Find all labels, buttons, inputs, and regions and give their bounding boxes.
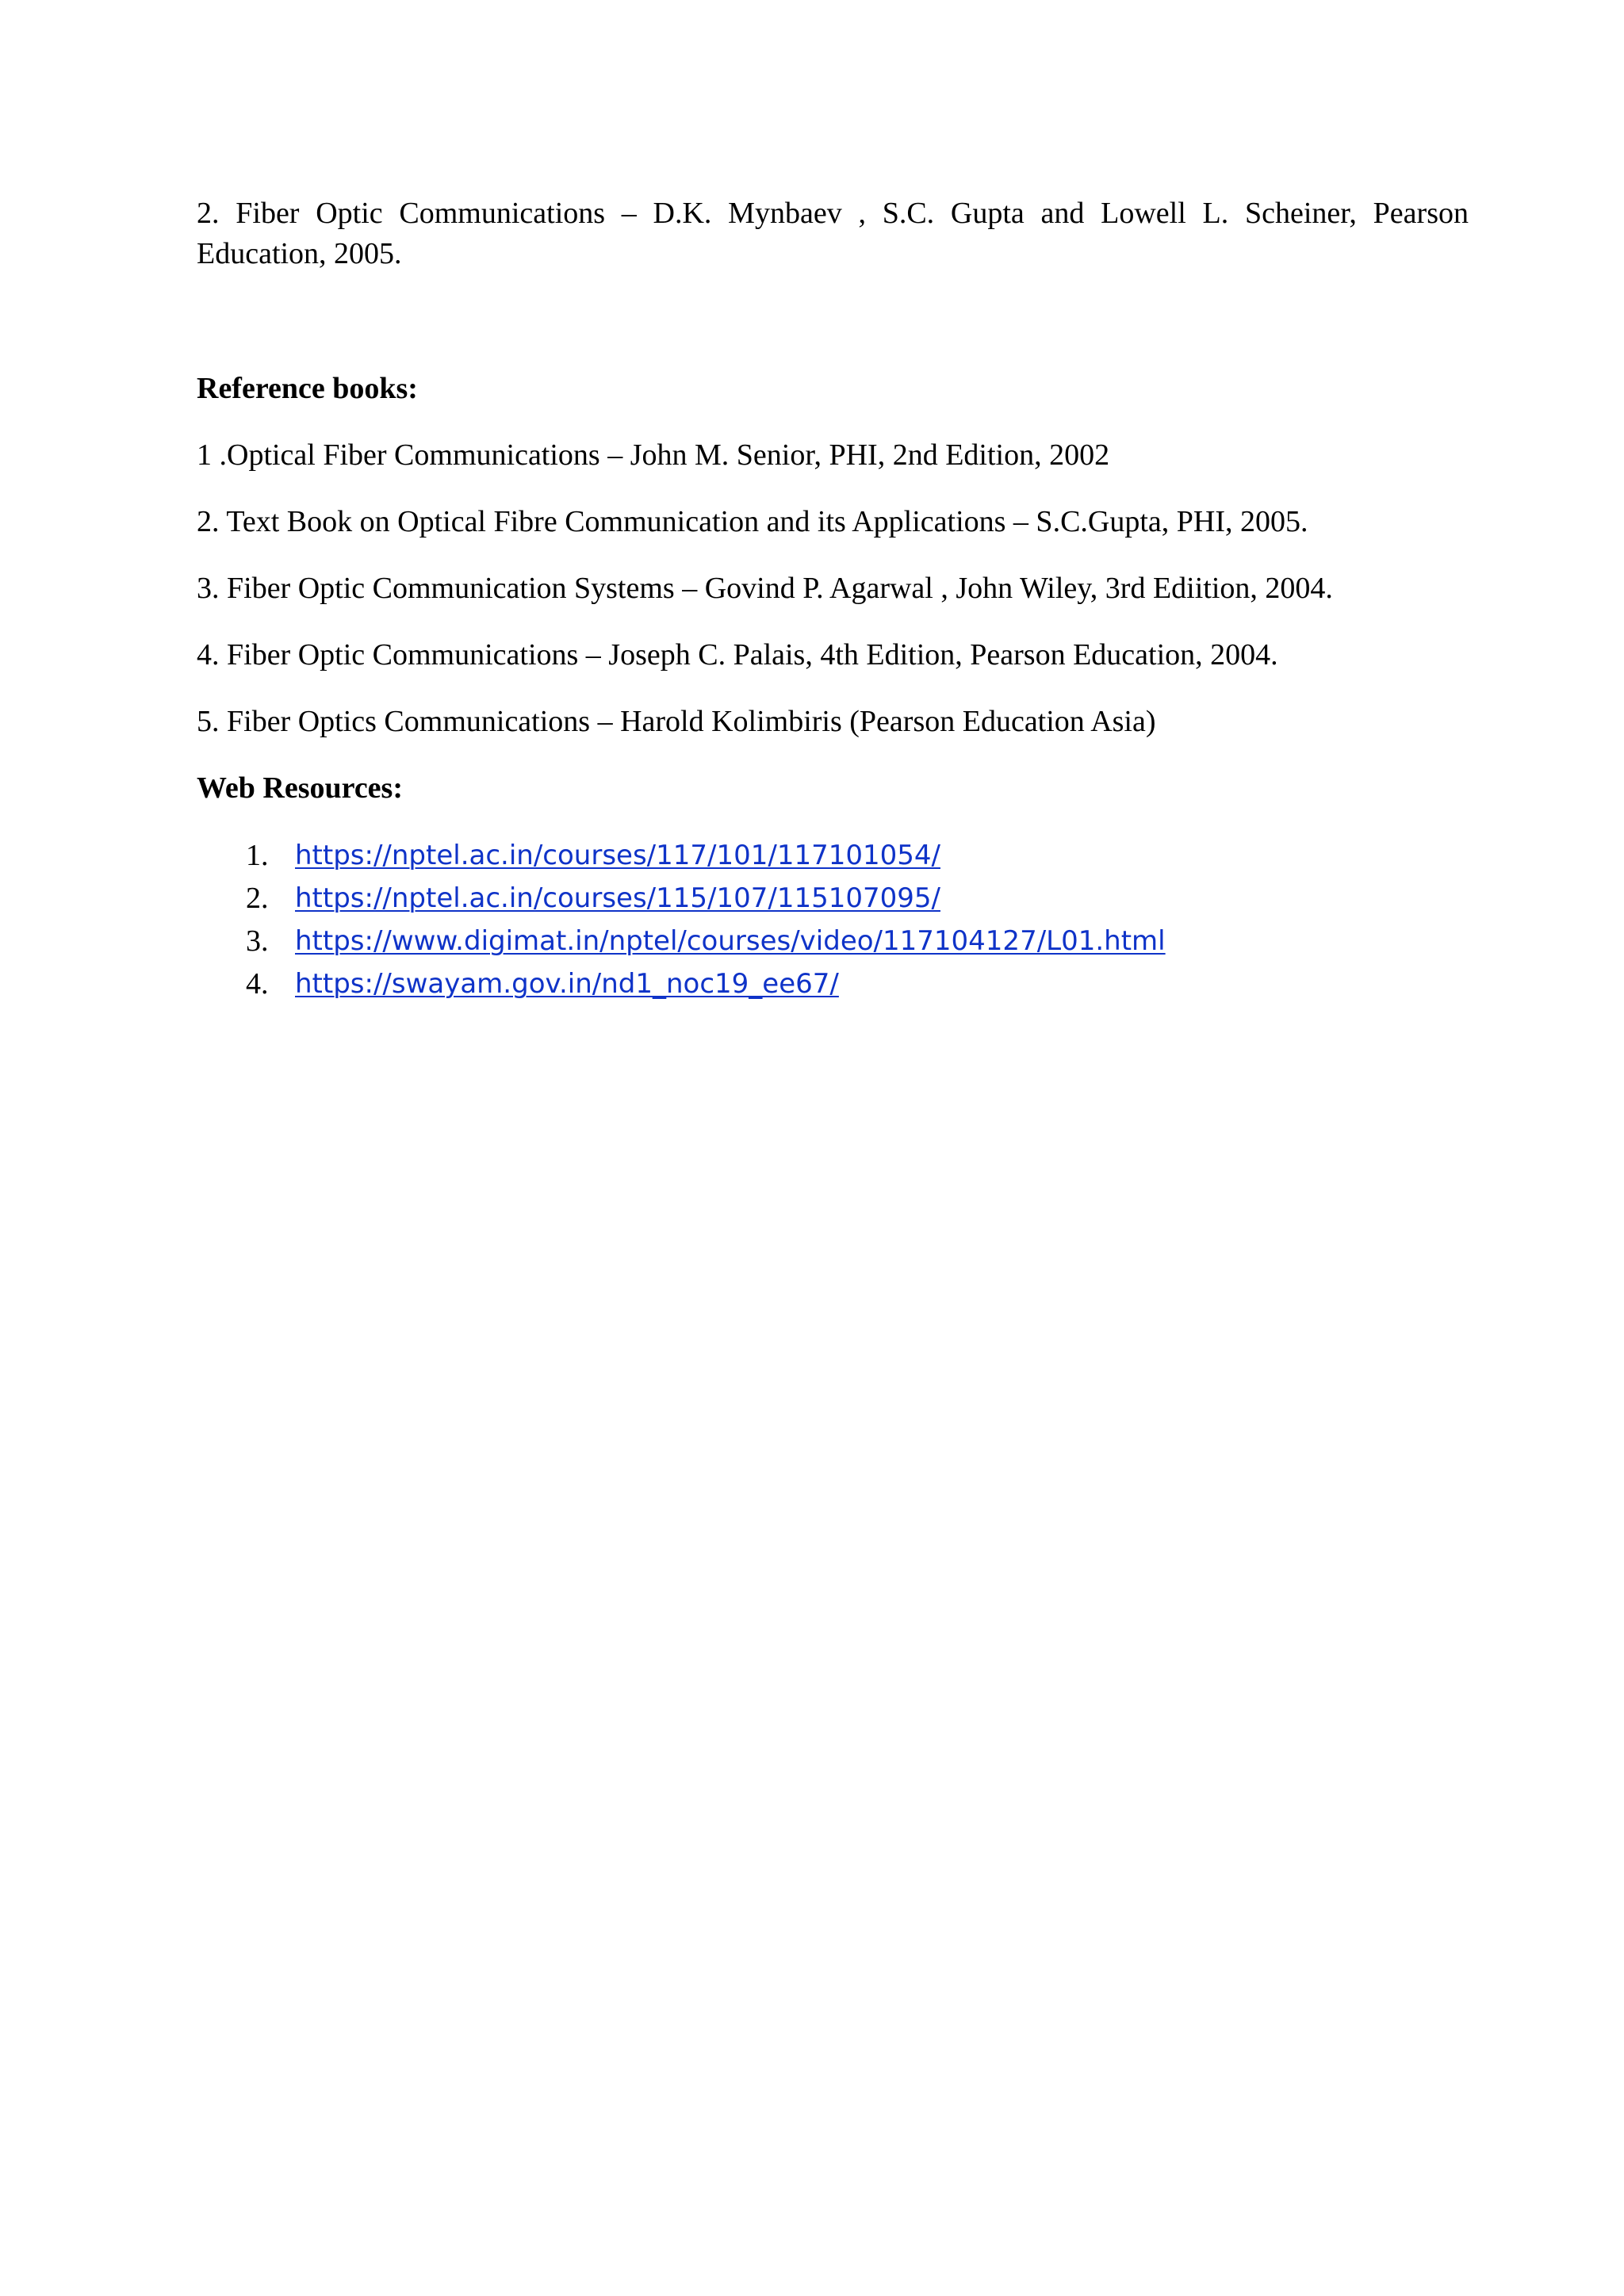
reference-book-item-2: 2. Text Book on Optical Fibre Communication and its Applications – S.C.Gupta, PHI, 2005. bbox=[197, 505, 1308, 538]
web-resource-link-1[interactable]: https://nptel.ac.in/courses/117/101/117101054/ bbox=[295, 840, 940, 871]
reference-books-heading: Reference books: bbox=[197, 372, 418, 405]
reference-book-item-4: 4. Fiber Optic Communications – Joseph C. Palais, 4th Edition, Pearson Education, 2004. bbox=[197, 638, 1278, 672]
reference-book-item-1: 1 .Optical Fiber Communications – John M. Senior, PHI, 2nd Edition, 2002 bbox=[197, 438, 1110, 472]
list-number: 1. bbox=[246, 839, 269, 872]
reference-book-item-3: 3. Fiber Optic Communication Systems – Govind P. Agarwal , John Wiley, 3rd Ediition, 2004. bbox=[197, 572, 1333, 605]
list-number: 2. bbox=[246, 882, 269, 915]
list-number: 4. bbox=[246, 967, 269, 1001]
web-resource-link-4[interactable]: https://swayam.gov.in/nd1_noc19_ee67/ bbox=[295, 968, 839, 1000]
reference-book-item-5: 5. Fiber Optics Communications – Harold Kolimbiris (Pearson Education Asia) bbox=[197, 705, 1156, 738]
textbook-item-2: 2. Fiber Optic Communications – D.K. Mynbaev , S.C. Gupta and Lowell L. Scheiner, Pearson Education, 2005. bbox=[197, 197, 1469, 270]
list-number: 3. bbox=[246, 924, 269, 958]
web-resource-link-2[interactable]: https://nptel.ac.in/courses/115/107/115107095/ bbox=[295, 882, 940, 914]
web-resources-heading: Web Resources: bbox=[197, 771, 403, 805]
web-resource-link-3[interactable]: https://www.digimat.in/nptel/courses/video/117104127/L01.html bbox=[295, 925, 1166, 957]
